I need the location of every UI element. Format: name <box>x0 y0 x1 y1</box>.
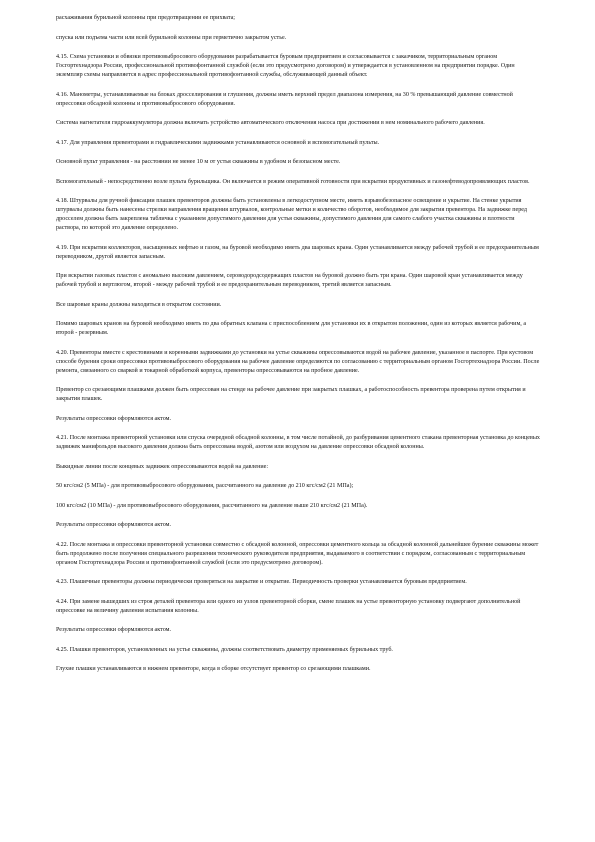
paragraph: При вскрытии газовых пластов с аномально высоким давлением, сероводородсодержащих пластов на буровой должно быть три крана. Один шаровой кран устанавливается между рабочей трубой и вертлюгом, второй - между рабочей трубой и ее предохранительным переводником, третий является запасным. <box>56 273 523 288</box>
paragraph: Все шаровые краны должны находиться в открытом состоянии. <box>56 301 222 308</box>
paragraph: Результаты опрессовки оформляются актом. <box>56 522 172 528</box>
document-body <box>56 14 540 685</box>
paragraph-section-4-16: 4.16. Манометры, устанавливаемые на блоках дросселирования и глушения, должны иметь верхний предел диапазона измерения, на 30 % превышающий давление совместной опрессовки обсадной колонны и противовыбросового оборудования. <box>56 91 513 107</box>
paragraph-section-4-25: 4.25. Плашки превенторов, установленных на устье скважины, должны соответствовать диаметру применяемых бурильных труб. <box>56 646 393 653</box>
paragraph: Вспомогательный - непосредственно возле пульта бурильщика. Он включается в режим оперативной готовности при вскрытии продуктивных и газонефтеводопроявляющих пластов. <box>56 178 530 185</box>
paragraph: 50 кгс/см2 (5 МПа) - для противовыбросового оборудования, рассчитанного на давление до 210 кгс/см2 (21 МПа); <box>56 483 354 489</box>
paragraph-section-4-23: 4.23. Плашечные превенторы должны периодически проверяться на закрытие и открытие. Периодичность проверки устанавливается буровым предприятием. <box>56 579 467 585</box>
paragraph: 100 кгс/см2 (10 МПа) - для противовыбросового оборудования, рассчитанного на давление выше 210 кгс/см2 (21 МПа). <box>56 502 368 509</box>
paragraph: Результаты опрессовки оформляются актом. <box>56 415 172 422</box>
paragraph-section-4-22: 4.22. После монтажа и опрессовки превенторной установки совместно с обсадной колонной, опрессовки цементного кольца за обсадной колонной дальнейшее бурение скважины может быть продолжено после получения специального разрешения технического руководителя предприятия, выдаваемого в соответствии с порядком, согласованным с территориальным органом Госгортехнадзора России и противофонтанной службой (если это предусмотрено договором). <box>56 541 539 566</box>
paragraph-section-4-20: 4.20. Превенторы вместе с крестовинами и коренными задвижками до установки на устье скважины опрессовываются водой на рабочее давление, указанное в паспорте. При кустовом способе бурения сроки опрессовки противовыбросового оборудования на рабочее давление определяются по согласованию с территориальным органом Госгортехнадзора России. После ремонта, связанного со сваркой и токарной обработкой корпуса, превенторы опрессовываются на пробное давление. <box>56 349 540 374</box>
paragraph-section-4-24: 4.24. При замене вышедших из строя деталей превентора или одного из узлов превенторной сборки, смене плашек на устье превенторную установку подвергают дополнительной опрессовке на величину давления испытания колонны. <box>56 598 521 614</box>
paragraph-section-4-19: 4.19. При вскрытии коллекторов, насыщенных нефтью и газом, на буровой необходимо иметь два шаровых крана. Один устанавливается между рабочей трубой и ее предохранительным переводником, другой является запасным. <box>56 244 539 260</box>
paragraph-section-4-21: 4.21. После монтажа превенторной установки или спуска очередной обсадной колонны, в том числе потайной, до разбуривания цементного стакана превенторная установка до концевых задвижек манифольдов высокого давления должна быть опрессована водой, азотом или воздухом на давление опрессовки обсадной колонны. <box>56 435 540 450</box>
paragraph: Система нагнетателя гидроаккумулятора должна включать устройство автоматического отключения насоса при достижении в нем номинального рабочего давления. <box>56 120 485 126</box>
paragraph: Основной пульт управления - на расстоянии не менее 10 м от устья скважины в удобном и безопасном месте. <box>56 159 341 165</box>
paragraph: Помимо шаровых кранов на буровой необходимо иметь по два обратных клапана с приспособлением для установки их в открытом положении, один из которых является рабочим, а второй - резервным. <box>56 321 527 336</box>
paragraph-section-4-18: 4.18. Штурвалы для ручной фиксации плашек превенторов должны быть установлены в легкодоступном месте, иметь взрывобезопасное освещение и укрытие. На стенке укрытия штурвалы должны быть нанесены стрелки направления вращения штурвалов, контрольные метки и количество оборотов, необходимое для закрытия превентора. На задвижке перед дросселем должна быть закреплена табличка с указанием допустимого давления для устья скважины, допустимого давления для самого слабого участка скважины и плотности раствора, по которой это давление определено. <box>56 198 527 231</box>
paragraph: Превентор со срезающими плашками должен быть опрессован на стенде на рабочее давление при закрытых плашках, а работоспособность превентора проверена путем открытия и закрытия плашек. <box>56 387 526 402</box>
paragraph-section-4-17: 4.17. Для управления превенторами и гидравлическими задвижками устанавливаются основной и вспомогательный пульты. <box>56 139 380 146</box>
paragraph: спуска или подъема части или всей бурильной колонны при герметично закрытом устье. <box>56 34 287 41</box>
paragraph: расхаживания бурильной колонны при предотвращении ее прихвата; <box>56 15 235 21</box>
paragraph-section-4-15: 4.15. Схема установки и обвязки противовыбросового оборудования разрабатывается буровым предприятием и согласовывается с заказчиком, территориальным органом Госгортехнадзора России, профессиональной противофонтанной службой (если это предусмотрено договором) и утверждается в установленном на предприятии порядке. Один экземпляр схемы направляется в адрес профессиональной противофонтанной службы, обслуживающей данный объект. <box>56 54 515 78</box>
paragraph: Результаты опрессовки оформляются актом. <box>56 627 172 633</box>
paragraph: Выкидные линии после концевых задвижек опрессовываются водой на давление: <box>56 463 269 470</box>
paragraph: Глухие плашки устанавливаются в нижнем превенторе, когда в сборке отсутствует превентор со срезающими плашками. <box>56 666 371 672</box>
